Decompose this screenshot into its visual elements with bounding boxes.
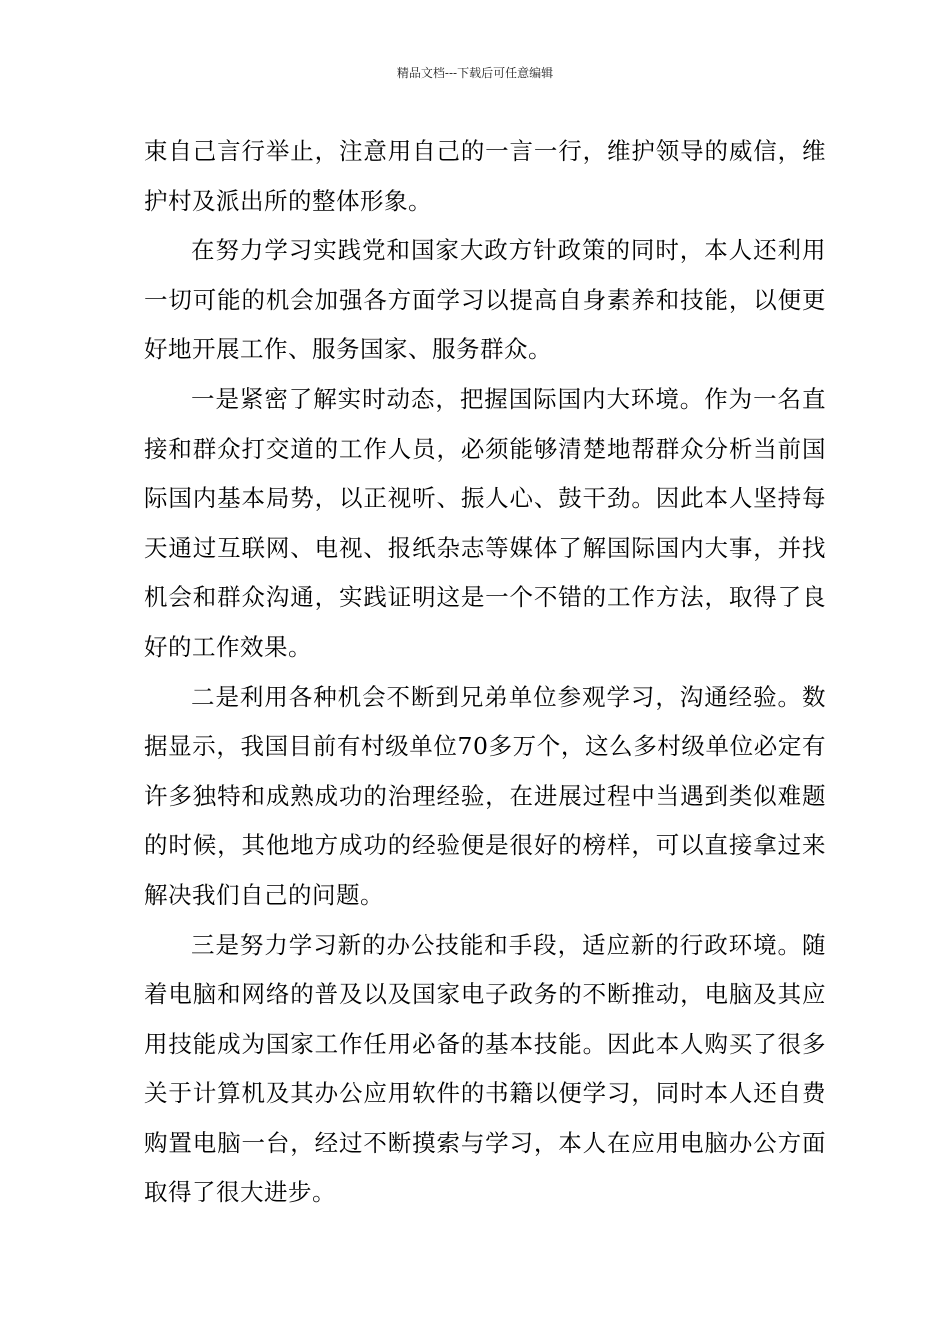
paragraph-4: 二是利用各种机会不断到兄弟单位参观学习，沟通经验。数据显示，我国目前有村级单位70多万个，这么多村级单位必定有许多独特和成熟成功的治理经验，在进展过程中当遇到类似难题的时候，其他地方成功的经验便是很好的榜样，可以直接拿过来解决我们自己的问题。 bbox=[144, 682, 826, 909]
paragraph-2: 在努力学习实践党和国家大政方针政策的同时，本人还利用一切可能的机会加强各方面学习以提高自身素养和技能，以便更好地开展工作、服务国家、服务群众。 bbox=[144, 236, 826, 364]
paragraph-5: 三是努力学习新的办公技能和手段，适应新的行政环境。随着电脑和网络的普及以及国家电子政务的不断推动，电脑及其应用技能成为国家工作任用必备的基本技能。因此本人购买了很多关于计算机及其办公应用软件的书籍以便学习，同时本人还自费购置电脑一台，经过不断摸索与学习，本人在应用电脑办公方面取得了很大进步。 bbox=[144, 930, 826, 1207]
document-body bbox=[144, 127, 826, 1218]
paragraph-3: 一是紧密了解实时动态，把握国际国内大环境。作为一名直接和群众打交道的工作人员，必须能够清楚地帮群众分析当前国际国内基本局势，以正视听、振人心、鼓干劲。因此本人坚持每天通过互联网、电视、报纸杂志等媒体了解国际国内大事，并找机会和群众沟通，实践证明这是一个不错的工作方法，取得了良好的工作效果。 bbox=[144, 384, 826, 661]
page-header: 精品文档---下载后可任意编辑 bbox=[396, 66, 554, 80]
paragraph-1: 束自己言行举止，注意用自己的一言一行，维护领导的威信，维护村及派出所的整体形象。 bbox=[144, 137, 826, 215]
